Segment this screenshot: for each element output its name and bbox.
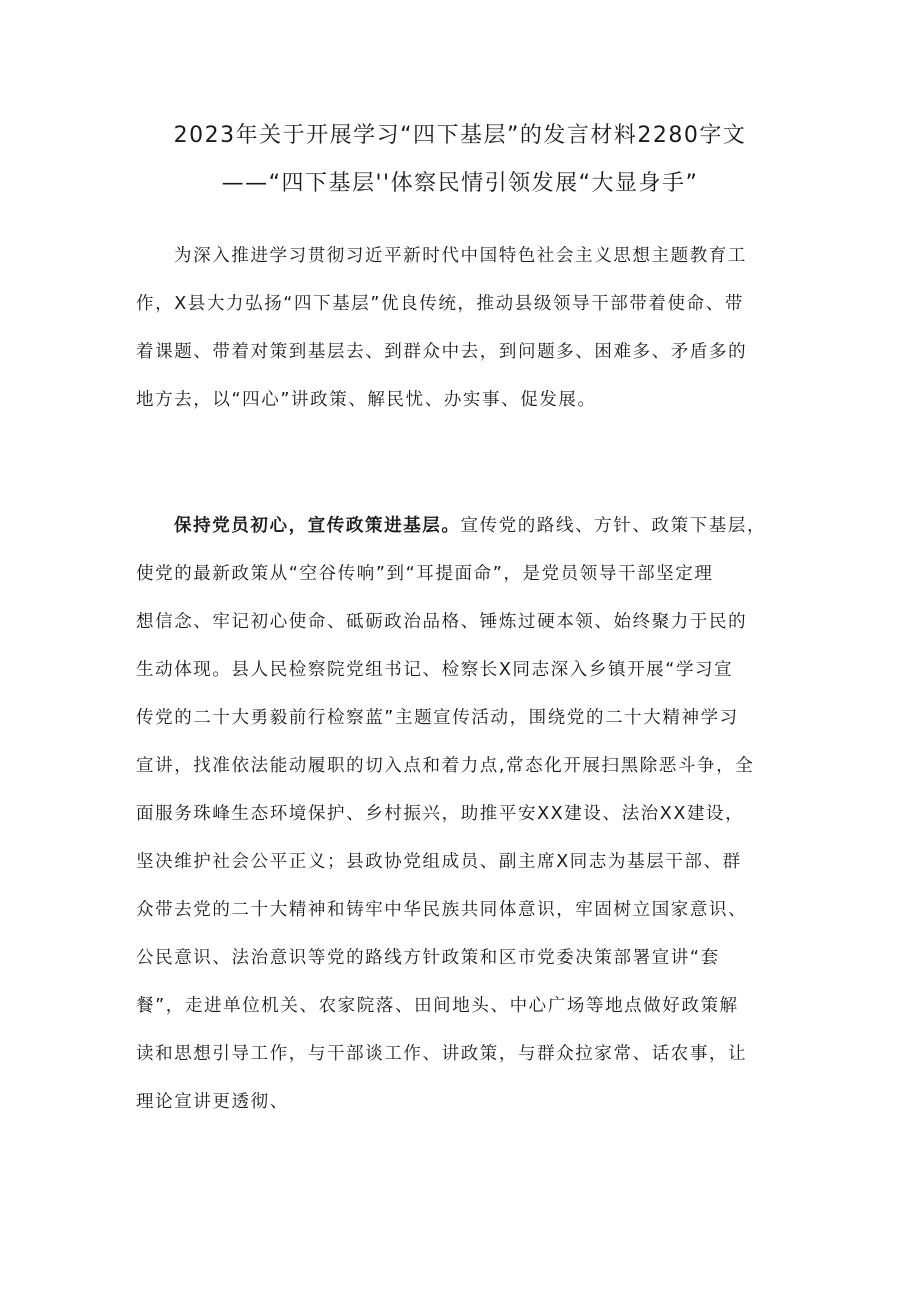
paragraph-line: 想信念、牢记初心使命、砥砺政治品格、锤炼过硬本领、始终聚力于民的 <box>136 612 748 632</box>
paragraph-line: 宣讲，找准依法能动履职的切入点和着力点,常态化开展扫黑除恶斗争，全 <box>136 756 755 776</box>
paragraph-line: 传党的二十大勇毅前行检察蓝”主题宣传活动，围绕党的二十大精神学习 <box>136 708 739 728</box>
title-line-2: ——“四下基层''体察民情引领发展“大显身手” <box>221 171 699 196</box>
paragraph-line: 理论宣讲更透彻、 <box>136 1092 289 1112</box>
section-paragraph <box>136 502 796 1126</box>
paragraph-line: 读和思想引导工作，与干部谈工作、讲政策，与群众拉家常、话农事，让 <box>136 1044 748 1064</box>
paragraph-line: 作，X县大力弘扬“四下基层”优良传统，推动县级领导干部带着使命、带 <box>136 294 744 314</box>
paragraph-line: 餐”，走进单位机关、农家院落、田间地头、中心广场等地点做好政策解 <box>136 996 739 1016</box>
paragraph-line: 为深入推进学习贯彻习近平新时代中国特色社会主义思想主题教育工 <box>174 246 747 266</box>
document-title <box>110 112 810 208</box>
section-heading: 保持党员初心，宣传政策进基层。 <box>174 516 461 536</box>
paragraph-line: 众带去党的二十大精神和铸牢中华民族共同体意识，牢固树立国家意识、 <box>136 900 748 920</box>
paragraph-line: 着课题、带着对策到基层去、到群众中去，到问题多、困难多、矛盾多的 <box>136 342 748 362</box>
section-first-line-text: 宣传党的路线、方针、政策下基层， <box>460 516 767 536</box>
paragraph-line: 使党的最新政策从“空谷传响”到“耳提面命”，是党员领导干部坚定理 <box>136 564 714 584</box>
paragraph-line: 坚决维护社会公平正义；县政协党组成员、副主席X同志为基层干部、群 <box>136 852 742 872</box>
paragraph-line: 公民意识、法治意识等党的路线方针政策和区市党委决策部署宣讲“套 <box>136 948 720 968</box>
paragraph-line: 地方去，以“四心”讲政策、解民忧、办实事、促发展。 <box>136 390 597 410</box>
paragraph-line: 面服务珠峰生态环境保护、乡村振兴，助推平安XX建设、法治XX建设， <box>136 804 745 824</box>
intro-paragraph <box>136 232 796 424</box>
paragraph-line <box>136 502 796 550</box>
paragraph-line: 生动体现。县人民检察院党组书记、检察长X同志深入乡镇开展“学习宣 <box>136 660 734 680</box>
title-line-1: 2023年关于开展学习“四下基层”的发言材料2280字文 <box>173 123 747 148</box>
